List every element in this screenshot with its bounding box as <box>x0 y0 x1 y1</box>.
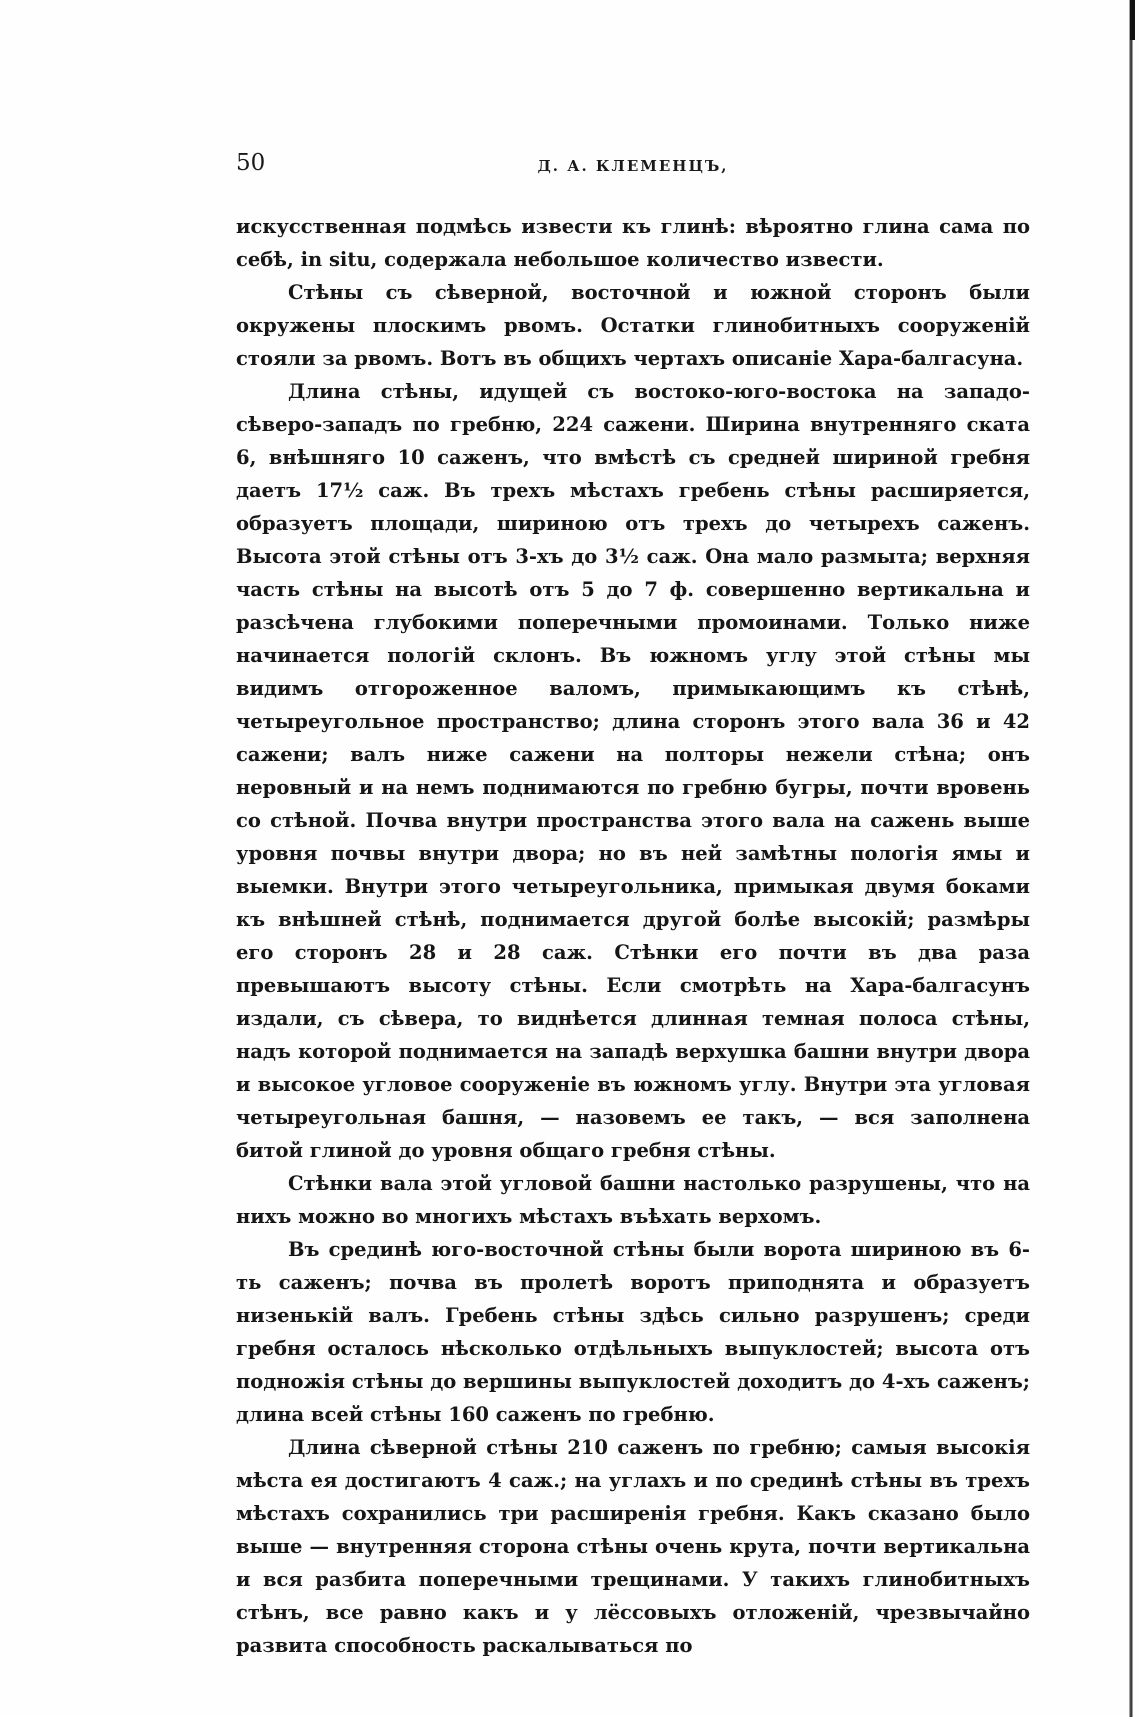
page-header <box>236 150 1030 186</box>
page-edge-mark <box>1130 0 1135 40</box>
body-text <box>236 210 1030 1662</box>
paragraph: Стѣнки вала этой угловой башни настолько разрушены, что на нихъ можно во многихъ мѣстахъ въѣхать верхомъ. <box>236 1172 1030 1228</box>
paragraph: Длина сѣверной стѣны 210 саженъ по гребню; самыя высокія мѣста ея достигаютъ 4 саж.; на углахъ и по срединѣ стѣны въ трехъ мѣстахъ сохранились три расширенія гребня. Какъ сказано было выше — внутренняя сторона стѣны очень крута, почти вертикальна и вся разбита поперечными трещинами. У такихъ глинобитныхъ стѣнъ, все равно какъ и у лёссовыхъ отложеній, чрезвычайно развита способность раскалываться по <box>236 1436 1030 1657</box>
page-edge-line <box>1129 0 1133 1717</box>
running-title: Д. А. КЛЕМЕНЦЪ, <box>537 157 729 175</box>
page-number: 50 <box>236 150 266 176</box>
paragraph: Длина стѣны, идущей съ востоко-юго-востока на западо-сѣверо-западъ по гребню, 224 сажени. Ширина внутренняго ската 6, внѣшняго 10 саженъ, что вмѣстѣ съ средней шириной гребня даетъ 17½ саж. Въ трехъ мѣстахъ гребень стѣны расширяется, образуетъ площади, шириною отъ трехъ до четырехъ саженъ. Высота этой стѣны отъ 3-хъ до 3½ саж. Она мало размыта; верхняя часть стѣны на высотѣ отъ 5 до 7 ф. совершенно вертикальна и разсѣчена глубокими поперечными промоинами. Только ниже начинается пологій склонъ. Въ южномъ углу этой стѣны мы видимъ отгороженное валомъ, примыкающимъ къ стѣнѣ, четыреугольное пространство; длина сторонъ этого вала 36 и 42 сажени; валъ ниже сажени на полторы нежели стѣна; онъ неровный и на немъ поднимаются по гребню бугры, почти вровень со стѣной. Почва внутри пространства этого вала на сажень выше уровня почвы внутри двора; но въ ней замѣтны пологія ямы и выемки. Внутри этого четыреугольника, примыкая двумя боками къ внѣшней стѣнѣ, поднимается другой болѣе высокій; размѣры его сторонъ 28 и 28 саж. Стѣнки его почти въ два раза превышаютъ высоту стѣны. Если смотрѣть на Хара-балгасунъ издали, съ сѣвера, то виднѣется длинная темная полоса стѣны, надъ которой поднимается на западѣ верхушка башни внутри двора и высокое угловое сооруженіе въ южномъ углу. Внутри эта угловая четыреугольная башня, — назовемъ ее такъ, — вся заполнена битой глиной до уровня общаго гребня стѣны. <box>236 380 1030 1162</box>
paragraph: Въ срединѣ юго-восточной стѣны были ворота шириною въ 6-ть саженъ; почва въ пролетѣ воротъ приподнята и образуетъ низенькій валъ. Гребень стѣны здѣсь сильно разрушенъ; среди гребня осталось нѣсколько отдѣльныхъ выпуклостей; высота отъ подножія стѣны до вершины выпуклостей доходитъ до 4-хъ саженъ; длина всей стѣны 160 саженъ по гребню. <box>236 1238 1030 1426</box>
paragraph: искусственная подмѣсь извести къ глинѣ: вѣроятно глина сама по себѣ, in situ, содержала небольшое количество извести. <box>236 215 1030 271</box>
paragraph: Стѣны съ сѣверной, восточной и южной сторонъ были окружены плоскимъ рвомъ. Остатки глинобитныхъ сооруженій стояли за рвомъ. Вотъ въ общихъ чертахъ описаніе Хара-балгасуна. <box>236 281 1030 370</box>
